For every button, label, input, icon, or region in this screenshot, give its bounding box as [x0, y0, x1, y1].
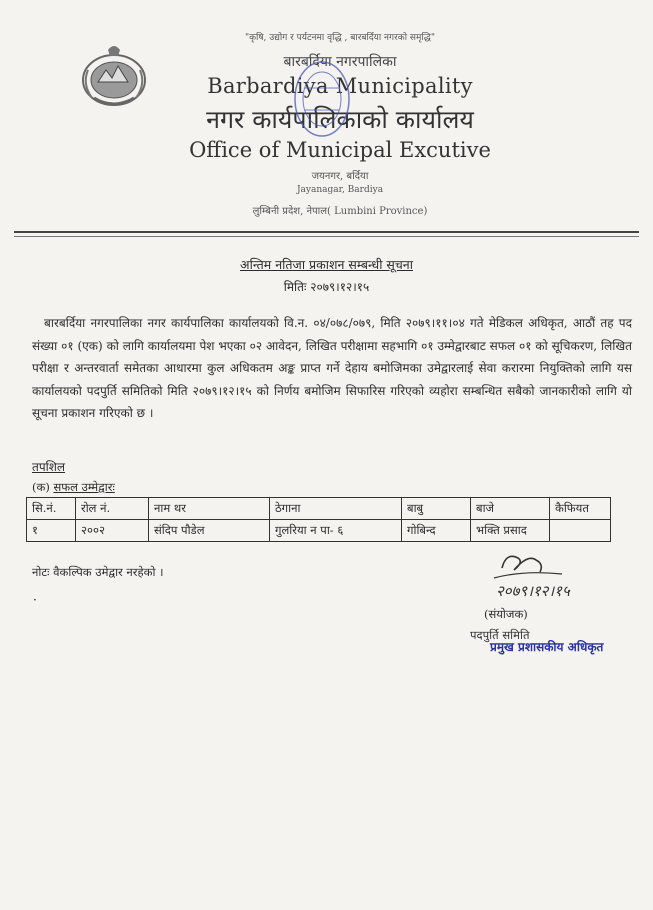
province: लुम्बिनी प्रदेश, नेपाल( Lumbini Province) — [252, 206, 428, 217]
nepal-emblem-icon — [74, 40, 154, 112]
col-address: ठेगाना — [270, 498, 402, 520]
header-divider — [14, 231, 639, 233]
col-father: बाबु — [402, 498, 471, 520]
stray-dot: · — [33, 593, 37, 607]
notice-title: अन्तिम नतिजा प्रकाशन सम्बन्धी सूचना — [240, 257, 413, 272]
office-name-en: Office of Municipal Excutive — [189, 138, 491, 162]
office-name-np: नगर कार्यपालिकाको कार्यालय — [206, 105, 474, 134]
table-header-row — [27, 498, 611, 520]
cell-father: गोबिन्द — [402, 520, 471, 542]
notice-date: मितिः २०७९।१२।१५ — [283, 280, 370, 294]
cell-grandfather: भक्ति प्रसाद — [471, 520, 550, 542]
col-remarks: कैफियत — [550, 498, 611, 520]
cell-remarks — [550, 520, 611, 542]
notice-body: बारबर्दिया नगरपालिका नगर कार्यपालिका कार्यालयको वि.न. ०४/०७८/०७९, मिति २०७९।११।०४ गते मेडिकल अधिकृत, आठौं तह पद संख्या ०१ (एक) को लागि कार्यालयमा पेश भएका ०२ आवेदन, लिखित परीक्षामा सहभागि ०१ उम्मेद्वारबाट सफल ०१ को सूचिकरण, लिखित परीक्षा र अन्तरवार्ता समेतका आधारमा कुल अधिकतम अङ्क प्राप्त गर्ने देहाय बमोजिमका उमेद्वारलाई सेवा करारमा नियुक्तिको लागि यस कार्यालयको पदपुर्ति समितिको मिति २०७९।१२।१५ को निर्णय बमोजिम सिफारिस गरिएको व्यहोरा सम्बन्धित सबैको जानकारीको लागि यो सूचना प्रकाशन गरिएको छ । — [32, 316, 632, 420]
committee-name: पदपुर्ति समिति — [470, 628, 530, 642]
address-en: Jayanagar, Bardiya — [296, 185, 384, 195]
signature-date: २०७९।१२।१५ — [496, 582, 570, 600]
table-row — [27, 520, 611, 542]
col-roll: रोल नं. — [76, 498, 149, 520]
office-stamp-icon — [291, 58, 353, 140]
cao-stamp: प्रमुख प्रशासकीय अधिकृत — [490, 640, 604, 654]
section-subheading: सफल उम्मेद्वारः — [53, 480, 115, 494]
org-name-np: बारबर्दिया नगरपालिका — [283, 54, 397, 70]
schedule-heading: तपशिल — [32, 460, 66, 474]
org-name-en: Barbardiya Municipality — [207, 74, 473, 98]
col-serial: सि.नं. — [27, 498, 76, 520]
col-name: नाम थर — [149, 498, 270, 520]
motto: "कृषि, उद्योग र पर्यटनमा वृद्धि , बारबर्दिया नगरको समृद्धि" — [244, 33, 436, 43]
signatory-role: (संयोजक) — [484, 607, 528, 621]
cell-address: गुलरिया न पा- ६ — [270, 520, 402, 542]
success-candidates-heading — [32, 480, 115, 495]
section-prefix: (क) — [32, 480, 50, 494]
header-divider-thin — [14, 236, 639, 237]
note: नोटः वैकल्पिक उमेद्वार नरहेको । — [32, 565, 164, 579]
address-np: जयनगर, बर्दिया — [311, 171, 369, 182]
results-table — [26, 497, 611, 542]
cell-roll: २००२ — [76, 520, 149, 542]
col-grandfather: बाजे — [471, 498, 550, 520]
cell-serial: १ — [27, 520, 76, 542]
signature — [484, 548, 594, 606]
cell-name: संदिप पौडेल — [149, 520, 270, 542]
